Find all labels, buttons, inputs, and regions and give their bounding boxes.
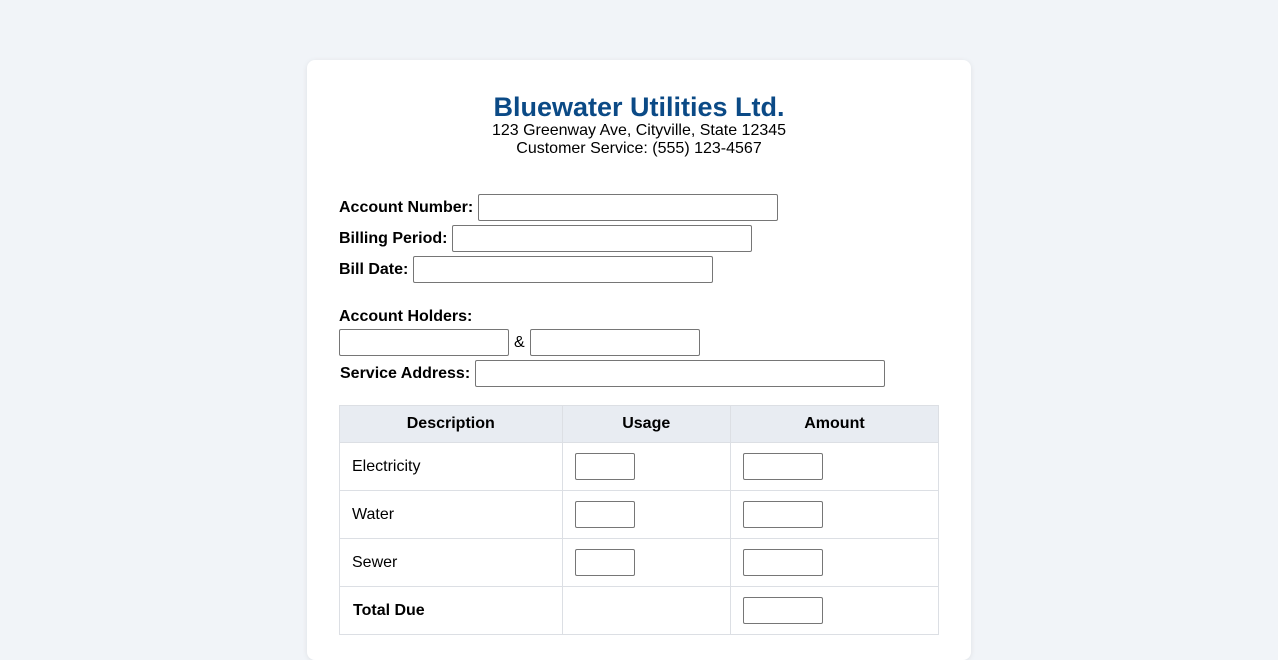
amount-cell [730, 491, 938, 539]
ampersand: & [514, 333, 525, 351]
table-row [340, 491, 939, 539]
billing-period-label: Billing Period: [339, 229, 448, 247]
row-description: Sewer [340, 539, 563, 587]
company-address: 123 Greenway Ave, Cityville, State 12345 [491, 122, 787, 139]
total-row [340, 587, 939, 635]
service-address-row [340, 360, 885, 387]
electricity-usage-input[interactable] [575, 453, 635, 480]
billing-period-row [339, 225, 752, 252]
billing-period-input[interactable] [452, 225, 752, 252]
service-address-label: Service Address: [340, 364, 471, 382]
bill-date-row [339, 256, 713, 283]
header-amount: Amount [730, 406, 938, 443]
bill-card [307, 60, 971, 660]
header-usage: Usage [562, 406, 730, 443]
table-header-row [340, 406, 939, 443]
bill-header [307, 92, 971, 158]
table-row [340, 539, 939, 587]
account-number-row [339, 194, 778, 221]
service-address-input[interactable] [475, 360, 885, 387]
electricity-amount-input[interactable] [743, 453, 823, 480]
account-holders-row [339, 329, 700, 356]
amount-cell [730, 587, 938, 635]
water-amount-input[interactable] [743, 501, 823, 528]
account-number-input[interactable] [478, 194, 778, 221]
account-number-label: Account Number: [339, 198, 474, 216]
charges-table [339, 405, 939, 635]
amount-cell [730, 539, 938, 587]
usage-cell [562, 443, 730, 491]
customer-service-phone: Customer Service: (555) 123-4567 [516, 140, 762, 157]
usage-cell [562, 539, 730, 587]
row-description: Electricity [340, 443, 563, 491]
bill-date-input[interactable] [413, 256, 713, 283]
total-usage-cell [562, 587, 730, 635]
total-due-input[interactable] [743, 597, 823, 624]
water-usage-input[interactable] [575, 501, 635, 528]
table-row [340, 443, 939, 491]
bill-date-label: Bill Date: [339, 260, 409, 278]
company-name: Bluewater Utilities Ltd. [493, 92, 785, 122]
usage-cell [562, 491, 730, 539]
sewer-amount-input[interactable] [743, 549, 823, 576]
account-holder-2-input[interactable] [530, 329, 700, 356]
account-holders-label: Account Holders: [339, 308, 473, 325]
sewer-usage-input[interactable] [575, 549, 635, 576]
amount-cell [730, 443, 938, 491]
total-due-label: Total Due [340, 587, 563, 635]
account-holder-1-input[interactable] [339, 329, 509, 356]
header-description: Description [340, 406, 563, 443]
row-description: Water [340, 491, 563, 539]
